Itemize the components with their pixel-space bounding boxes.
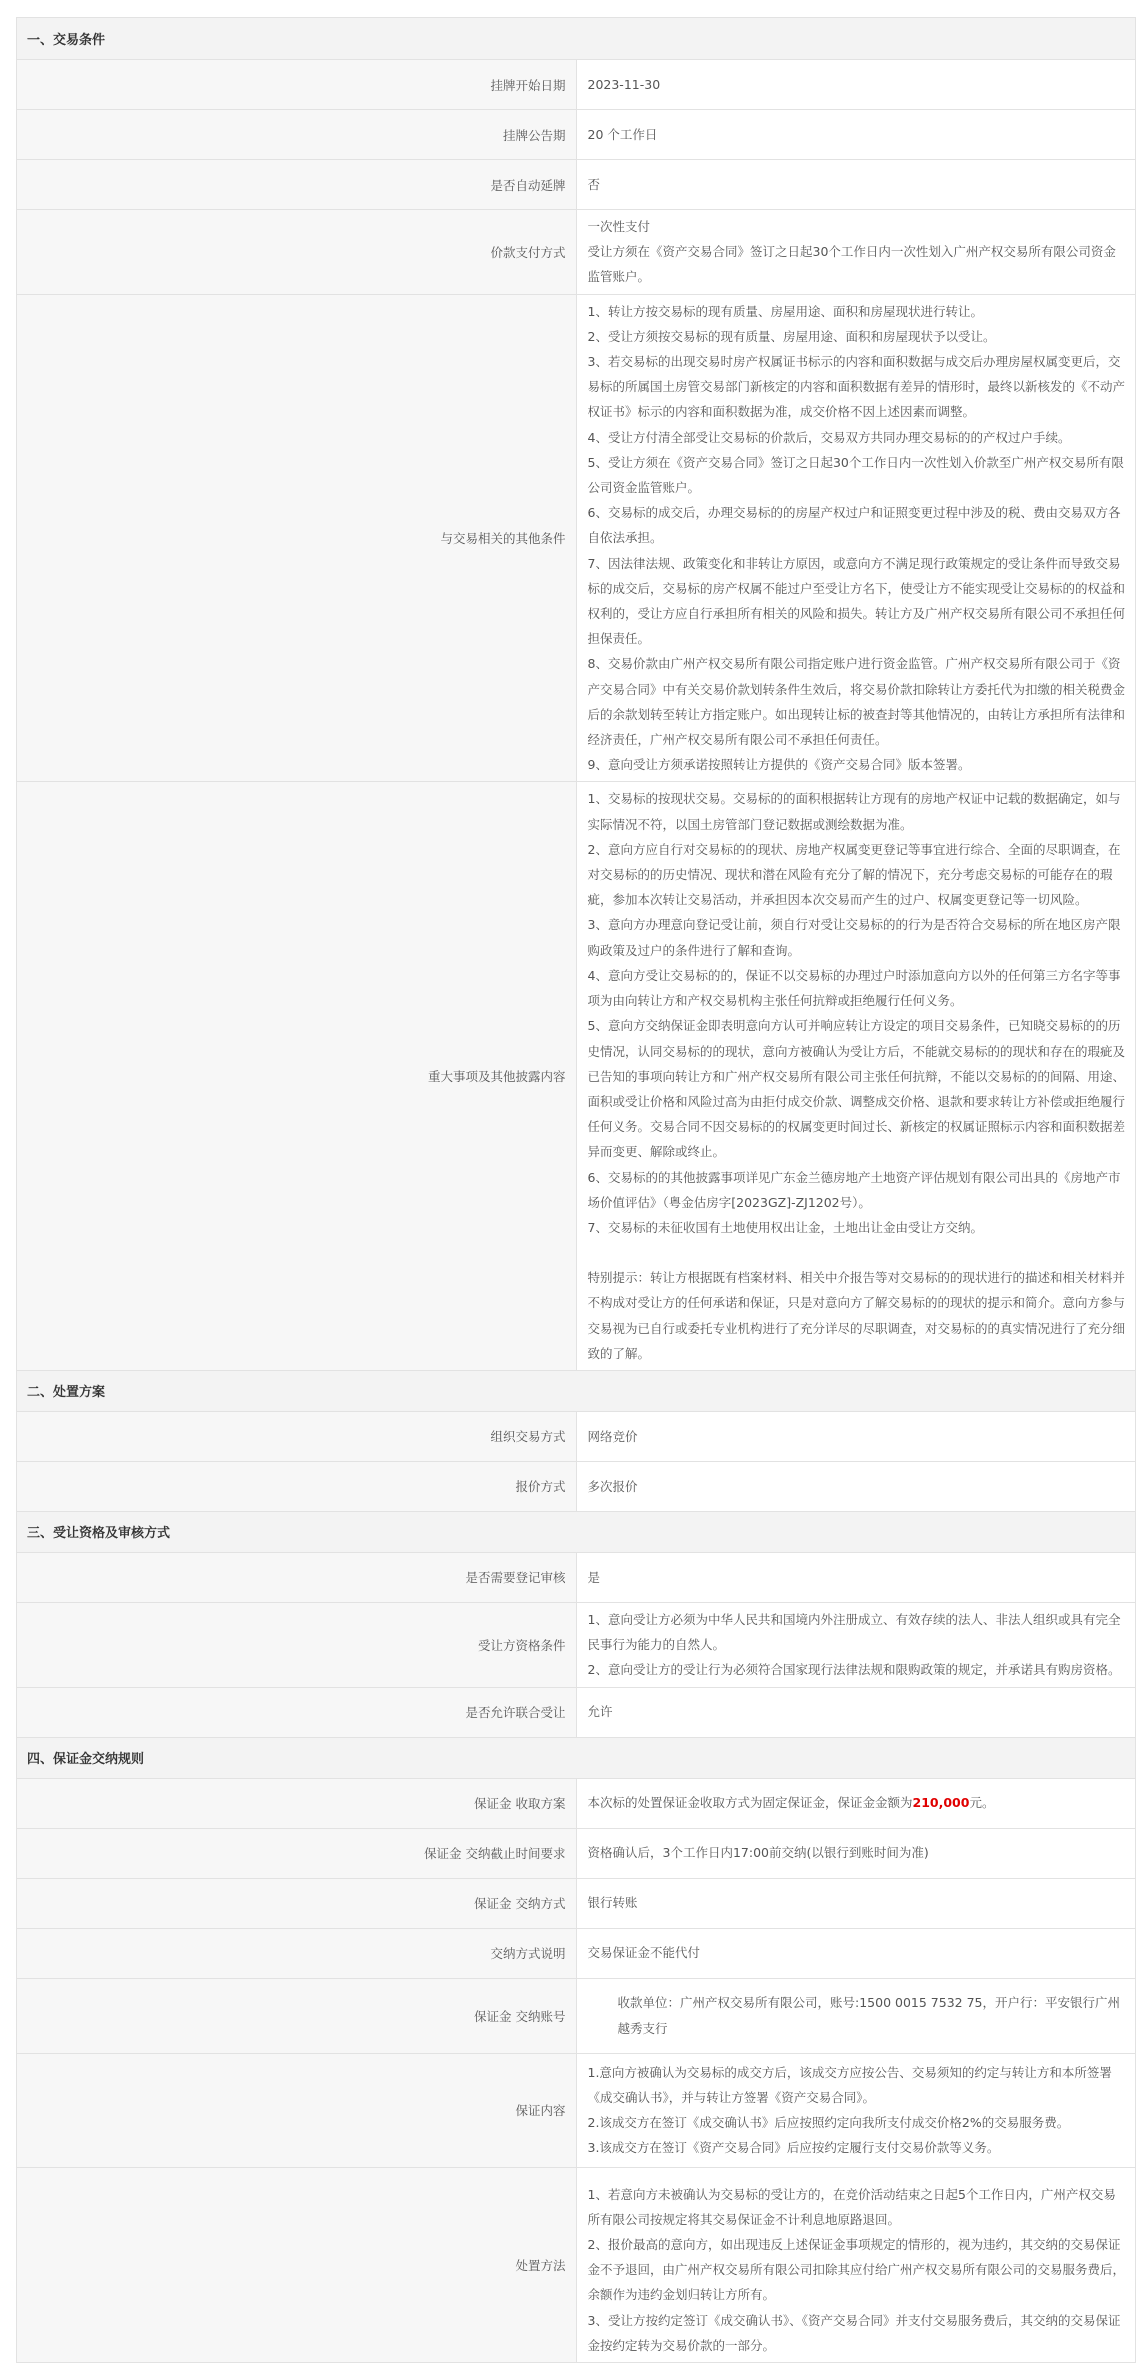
guarantee-content [576,2053,1136,2167]
handling-item: 1、若意向方未被确认为交易标的受让方的，在竞价活动结束之日起5个工作日内，广州产权交易所有限公司按规定将其交易保证金不计利息地原路退回。 [587,2186,1116,2227]
field-label: 保证内容 [17,2053,577,2167]
listing-start-date: 2023-11-30 [576,60,1136,110]
auto-extend: 否 [576,160,1136,210]
deposit-account: 收款单位：广州产权交易所有限公司，账号:1500 0015 7532 75，开户行：平安银行广州越秀支行 [617,1995,1120,2036]
field-label: 交纳方式说明 [17,1928,577,1978]
condition-item: 7、因法律法规、政策变化和非转让方原因，或意向方不满足现行政策规定的受让条件而导致交易标的成交后，交易标的房产权属不能过户至受让方名下，使受让方不能实现受让交易标的的权益和权利的，受让方应自行承担所有相关的风险和损失。转让方及广州产权交易所有限公司不承担任何担保责任。 [587,555,1126,647]
qualification-item: 1、意向受让方必须为中华人民共和国境内外注册成立、有效存续的法人、非法人组织或具有完全民事行为能力的自然人。 [587,1611,1121,1653]
condition-item: 8、交易价款由广州产权交易所有限公司指定账户进行资金监管。广州产权交易所有限公司于《资产交易合同》中有关交易价款划转条件生效后，将交易价款扣除转让方委托代为扣缴的相关税费金后的余款划转至转让方指定账户。如出现转让标的被查封等其他情况的，由转让方承担所有法律和经济责任，广州产权交易所有限公司不承担任何责任。 [587,656,1126,748]
payment-line: 受让方须在《资产交易合同》签订之日起30个工作日内一次性划入广州产权交易所有限公司资金监管账户。 [587,244,1116,285]
field-label: 是否允许联合受让 [17,1687,577,1737]
field-label: 价款支付方式 [17,210,577,295]
field-label: 重大事项及其他披露内容 [17,782,577,1370]
field-label: 组织交易方式 [17,1411,577,1461]
other-conditions [576,294,1136,782]
announce-period: 20 个工作日 [576,110,1136,160]
section-title-trade-conditions: 一、交易条件 [17,18,1136,60]
special-note: 特别提示：转让方根据既有档案材料、相关中介报告等对交易标的的现状进行的描述和相关材料并不构成对受让方的任何承诺和保证，只是对意向方了解交易标的的现状的提示和简介。意向方参与交易视为已自行或委托专业机构进行了充分详尽的尽职调查，对交易标的的真实情况进行了充分细致的了解。 [587,1270,1126,1361]
guarantee-item: 3.该成交方在签订《资产交易合同》后应按约定履行支付交易价款等义务。 [587,2140,1000,2156]
condition-item: 6、交易标的成交后，办理交易标的的房屋产权过户和证照变更过程中涉及的税、费由交易双方各自依法承担。 [587,505,1121,546]
deposit-text: 本次标的处置保证金收取方式为固定保证金，保证金金额为 [587,1795,913,1811]
listing-detail [16,17,1136,2363]
deposit-pay-method: 银行转账 [576,1878,1136,1928]
deposit-collect-plan [576,1778,1136,1828]
handling-method [576,2167,1136,2362]
handling-item: 2、报价最高的意向方，如出现违反上述保证金事项规定的情形的，视为违约，其交纳的交易保证金不予退回，由广州产权交易所有限公司扣除其应付给广州产权交易所有限公司的交易服务费后，余额作为违约金划归转让方所有。 [587,2236,1126,2303]
joint-transfer: 允许 [576,1687,1136,1737]
disclosure-item: 1、交易标的按现状交易。交易标的的面积根据转让方现有的房地产权证中记载的数据确定，如与实际情况不符，以国土房管部门登记数据或测绘数据为准。 [587,791,1121,832]
listing-table [16,17,1136,2363]
field-label: 保证金 交纳账号 [17,1978,577,2053]
condition-item: 9、意向受让方须承诺按照转让方提供的《资产交易合同》版本签署。 [587,757,971,773]
payment-method [576,210,1136,295]
deposit-method-note: 交易保证金不能代付 [576,1928,1136,1978]
guarantee-item: 1.意向方被确认为交易标的成交方后，该成交方应按公告、交易须知的约定与转让方和本所签署《成交确认书》，并与转让方签署《资产交易合同》。 [587,2064,1112,2105]
field-label: 是否需要登记审核 [17,1552,577,1602]
field-label: 挂牌开始日期 [17,60,577,110]
disclosure-item: 6、交易标的的其他披露事项详见广东金兰德房地产土地资产评估规划有限公司出具的《房地产市场价值评估》（粤金估房字[2023GZ]-ZJ1202号）。 [587,1169,1121,1210]
guarantee-item: 2.该成交方在签订《成交确认书》后应按照约定向我所支付成交价格2%的交易服务费。 [587,2115,1070,2131]
qualification-conditions [576,1602,1136,1687]
deposit-account-cell [576,1978,1136,2053]
disclosure-item: 5、意向方交纳保证金即表明意向方认可并响应转让方设定的项目交易条件，已知晓交易标的的历史情况，认同交易标的的现状，意向方被确认为受让方后，不能就交易标的的现状和存在的瑕疵及已告知的事项向转让方和广州产权交易所有限公司主张任何抗辩，不能以交易标的的间隔、用途、面积或受让价格和风险过高为由拒付成交价款、调整成交价格、退款和要求转让方补偿或拒绝履行任何义务。交易合同不因交易标的的权属变更时间过长、新核定的权属证照标示内容和面积数据差异而变更、解除或终止。 [587,1018,1126,1160]
payment-line: 一次性支付 [587,219,651,234]
need-review: 是 [576,1552,1136,1602]
disclosure-item: 2、意向方应自行对交易标的的现状、房地产权属变更登记等事宜进行综合、全面的尽职调查，在对交易标的的历史情况、现状和潜在风险有充分了解的情况下，充分考虑交易标的可能存在的瑕疵，参加本次转让交易活动，并承担因本次交易而产生的过户、权属变更登记等一切风险。 [587,841,1121,908]
paragraph-gap [588,1240,1128,1265]
disclosure-content [576,782,1136,1370]
condition-item: 2、受让方须按交易标的现有质量、房屋用途、面积和房屋现状予以受让。 [587,328,996,344]
deposit-text: 元。 [969,1795,995,1811]
section-title-disposal-plan: 二、处置方案 [17,1370,1136,1411]
field-label: 保证金 收取方案 [17,1778,577,1828]
condition-item: 3、若交易标的出现交易时房产权属证书标示的内容和面积数据与成交后办理房屋权属变更后，交易标的所属国土房管交易部门新核定的内容和面积数据有差异的情形时，最终以新核发的《不动产权证书》标示的内容和面积数据为准，成交价格不因上述因素而调整。 [587,354,1126,420]
deposit-amount: 210,000 [912,1795,970,1811]
condition-item: 5、受让方须在《资产交易合同》签订之日起30个工作日内一次性划入价款至广州产权交易所有限公司资金监管账户。 [587,454,1124,496]
qualification-item: 2、意向受让方的受让行为必须符合国家现行法律法规和限购政策的规定，并承诺具有购房资格。 [587,1662,1121,1678]
handling-item: 3、受让方按约定签订《成交确认书》、《资产交易合同》并支付交易服务费后，其交纳的交易保证金按约定转为交易价款的一部分。 [587,2312,1121,2353]
field-label: 是否自动延牌 [17,160,577,210]
field-label: 保证金 交纳截止时间要求 [17,1828,577,1878]
field-label: 挂牌公告期 [17,110,577,160]
field-label: 报价方式 [17,1461,577,1511]
quote-method: 多次报价 [576,1461,1136,1511]
disclosure-item: 4、意向方受让交易标的的，保证不以交易标的办理过户时添加意向方以外的任何第三方名字等事项为由向转让方和产权交易机构主张任何抗辩或拒绝履行任何义务。 [587,967,1121,1009]
org-method: 网络竞价 [576,1411,1136,1461]
section-title-qualification: 三、受让资格及审核方式 [17,1511,1136,1552]
field-label: 处置方法 [17,2167,577,2362]
field-label: 受让方资格条件 [17,1602,577,1687]
section-title-deposit-rules: 四、保证金交纳规则 [17,1737,1136,1778]
field-label: 保证金 交纳方式 [17,1878,577,1928]
condition-item: 1、转让方按交易标的现有质量、房屋用途、面积和房屋现状进行转让。 [587,303,983,319]
disclosure-item: 3、意向方办理意向登记受让前，须自行对受让交易标的的行为是否符合交易标的所在地区房产限购政策及过户的条件进行了解和查询。 [587,917,1121,958]
disclosure-item: 7、交易标的未征收国有土地使用权出让金，土地出让金由受让方交纳。 [587,1219,983,1235]
condition-item: 4、受让方付清全部受让交易标的价款后，交易双方共同办理交易标的的产权过户手续。 [587,429,1071,445]
field-label: 与交易相关的其他条件 [17,294,577,782]
deposit-deadline: 资格确认后，3个工作日内17:00前交纳(以银行到账时间为准) [576,1828,1136,1878]
